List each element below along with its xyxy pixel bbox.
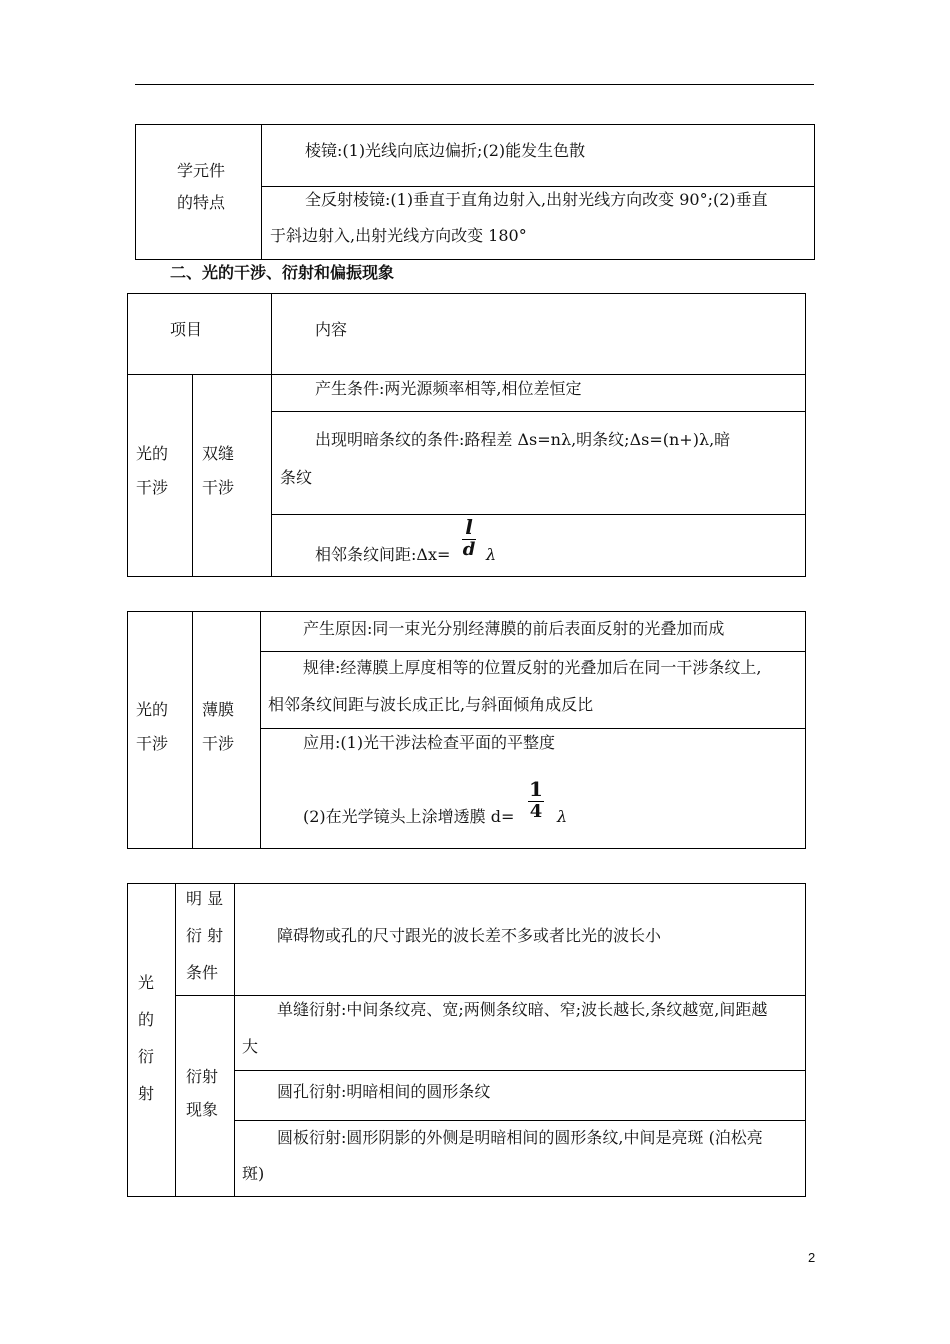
total-reflection-prism-line2: 于斜边射入,出射光线方向改变 180° xyxy=(270,226,527,245)
circular-hole-text: 圆孔衍射:明暗相间的圆形条纹 xyxy=(277,1082,491,1101)
condition-content: 障碍物或孔的尺寸跟光的波长差不多或者比光的波长小 xyxy=(277,926,662,945)
category-char1: 光 xyxy=(138,973,155,992)
condition-label-line2: 衍 射 xyxy=(186,926,224,945)
single-slit-line1: 单缝衍射:中间条纹亮、宽;两侧条纹暗、窄;波长越长,条纹越宽,间距越 xyxy=(277,1000,768,1019)
fringe-condition-line2: 条纹 xyxy=(280,468,313,487)
application-line1: 应用:(1)光干涉法检查平面的平整度 xyxy=(303,733,556,752)
fraction-denominator: 4 xyxy=(529,801,543,822)
header-content: 内容 xyxy=(315,320,348,339)
fraction-numerator: l xyxy=(465,515,473,539)
section-heading: 二、光的干涉、衍射和偏振现象 xyxy=(170,263,395,282)
fraction-denominator: d xyxy=(462,539,476,560)
category-line1: 光的 xyxy=(136,444,169,463)
phenomena-label-line1: 衍射 xyxy=(186,1067,219,1086)
page-number: 2 xyxy=(808,1250,816,1265)
column-divider xyxy=(261,124,262,260)
fraction-numerator: 1 xyxy=(529,777,543,801)
category-line1: 光的 xyxy=(136,700,169,719)
element-label-line2: 的特点 xyxy=(177,193,226,212)
single-slit-line2: 大 xyxy=(242,1037,259,1056)
lambda-symbol: λ xyxy=(486,545,497,564)
category-line2: 干涉 xyxy=(136,478,169,497)
rule-line1: 规律:经薄膜上厚度相等的位置反射的光叠加后在同一干涉条纹上, xyxy=(303,658,762,677)
category-char4: 射 xyxy=(138,1084,155,1103)
category-char3: 衍 xyxy=(138,1047,155,1066)
element-label-line1: 学元件 xyxy=(177,161,226,180)
condition-text: 产生条件:两光源频率相等,相位差恒定 xyxy=(315,379,582,398)
circular-disk-line1: 圆板衍射:圆形阴影的外侧是明暗相间的圆形条纹,中间是亮斑 (泊松亮 xyxy=(277,1128,763,1147)
category-line2: 干涉 xyxy=(136,734,169,753)
application-line2-prefix: (2)在光学镜头上涂增透膜 d= xyxy=(303,807,515,826)
row-divider xyxy=(234,1070,806,1071)
column-divider xyxy=(260,611,261,849)
header-rule xyxy=(135,84,814,85)
row-divider xyxy=(271,411,806,412)
subcategory-line2: 干涉 xyxy=(202,478,235,497)
category-char2: 的 xyxy=(138,1010,155,1029)
column-divider xyxy=(192,374,193,577)
subcategory-line1: 薄膜 xyxy=(202,700,235,719)
row-divider xyxy=(271,514,806,515)
cause-text: 产生原因:同一束光分别经薄膜的前后表面反射的光叠加而成 xyxy=(303,619,725,638)
header-item: 项目 xyxy=(170,320,203,339)
condition-label-line1: 明 显 xyxy=(186,889,224,908)
column-divider xyxy=(175,883,176,1197)
subcategory-line2: 干涉 xyxy=(202,734,235,753)
phenomena-label-line2: 现象 xyxy=(186,1100,219,1119)
circular-disk-line2: 斑) xyxy=(242,1164,265,1183)
prism-text: 棱镜:(1)光线向底边偏折;(2)能发生色散 xyxy=(305,141,586,160)
lambda-symbol: λ xyxy=(557,807,568,826)
column-divider xyxy=(192,611,193,849)
fringe-condition-line1: 出现明暗条纹的条件:路程差 Δs=nλ,明条纹;Δs=(n+)λ,暗 xyxy=(315,430,731,449)
column-divider xyxy=(234,883,235,1197)
subcategory-line1: 双缝 xyxy=(202,444,235,463)
rule-line2: 相邻条纹间距与波长成正比,与斜面倾角成反比 xyxy=(268,695,594,714)
condition-label-line3: 条件 xyxy=(186,963,219,982)
fringe-spacing-prefix: 相邻条纹间距:Δx= xyxy=(315,545,451,564)
column-divider xyxy=(271,293,272,577)
total-reflection-prism-line1: 全反射棱镜:(1)垂直于直角边射入,出射光线方向改变 90°;(2)垂直 xyxy=(305,190,768,209)
